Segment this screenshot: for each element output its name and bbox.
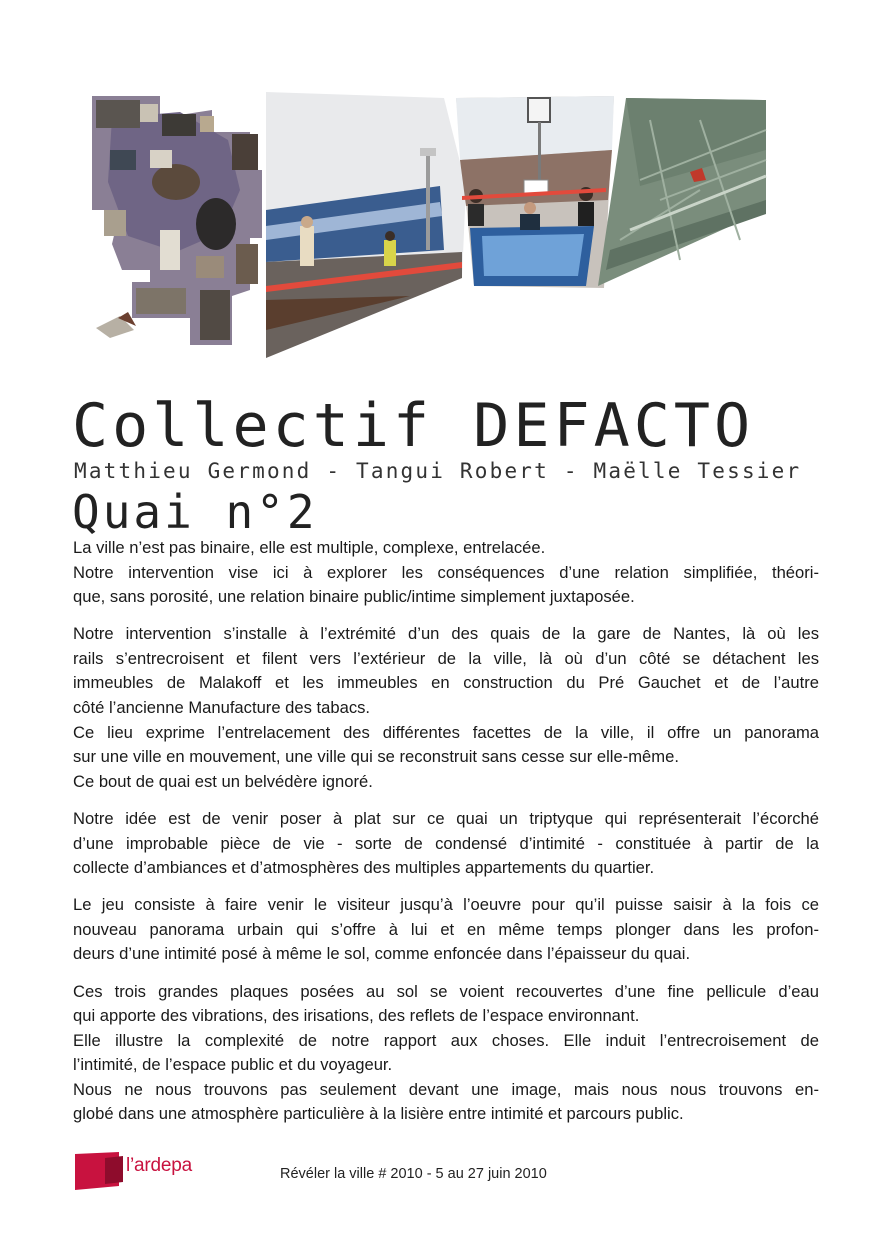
text-line: Ce bout de quai est un belvédère ignoré. [73, 771, 373, 791]
text-line: Notre idée est de venir poser à plat sur ce quai un triptyque qui représenterait l’écorché [73, 808, 819, 828]
text-line: Ces trois grandes plaques posées au sol se voient recouvertes d’une fine pellicule d’eau [73, 981, 819, 1001]
text-line: que, sans porosité, une relation binaire public/intime simplement juxtaposée. [73, 587, 635, 607]
text-line: rails s’entrecroisent et filent vers l’extérieur de la ville, là où d’un côté se détachent les [73, 648, 819, 668]
photo-collage [0, 0, 886, 370]
authors-line: Matthieu Germond - Tangui Robert - Maëlle Tessier [74, 459, 802, 483]
text-line: La ville n’est pas binaire, elle est multiple, complexe, entrelacée. [73, 538, 546, 557]
page-title: Collectif DEFACTO [72, 391, 755, 461]
map-image [598, 98, 766, 286]
text-line: sur une ville en mouvement, une ville qui se reconstruit sans cesse sur elle-même. [73, 747, 679, 767]
text-line: nouveau panorama urbain qui s’offre à lui et en même temps plonger dans les profon- [73, 919, 819, 939]
text-line: côté l’ancienne Manufacture des tabacs. [73, 698, 371, 718]
text-line: Nous ne nous trouvons pas seulement devant une image, mais nous nous trouvons en- [73, 1079, 819, 1099]
text-line: l’intimité, de l’espace public et du voyageur. [73, 1055, 393, 1075]
project-subtitle: Quai n°2 [72, 485, 318, 539]
body-text [73, 536, 819, 1140]
interior-collage-image [92, 96, 262, 345]
text-line: Elle illustre la complexité de notre rapport aux choses. Elle induit l’entrecroisement de [73, 1030, 819, 1050]
paragraph [73, 980, 819, 1128]
paragraph [73, 536, 819, 610]
paragraph [73, 893, 819, 967]
group-photo-image [456, 96, 614, 288]
text-line: globé dans une atmosphère particulière à la lisière entre intimité et parcours public. [73, 1104, 684, 1124]
text-line: Notre intervention vise ici à explorer les conséquences d’une relation simplifiée, théori- [73, 562, 819, 582]
text-line: immeubles de Malakoff et les immeubles en construction du Pré Gauchet et de l’autre [73, 673, 819, 693]
text-line: collecte d’ambiances et d’atmosphères des multiples appartements du quartier. [73, 858, 655, 878]
paragraph [73, 622, 819, 794]
text-line: deurs d’une intimité posé à même le sol, comme enfoncée dans l’épaisseur du quai. [73, 944, 691, 964]
text-line: Notre intervention s’installe à l’extrémité d’un des quais de la gare de Nantes, là où les [73, 624, 819, 644]
ardepa-logo-text: l’ardepa [126, 1155, 193, 1176]
paragraph [73, 807, 819, 881]
text-line: Ce lieu exprime l’entrelacement des différentes facettes de la ville, il offre un panorama [73, 722, 819, 742]
text-line: Le jeu consiste à faire venir le visiteur jusqu’à l’oeuvre pour qu’il puisse saisir à la fois ce [73, 895, 819, 915]
platform-photo-image [266, 92, 466, 358]
text-line: qui apporte des vibrations, des irisations, des reflets de l’espace environnant. [73, 1006, 640, 1026]
footer-event-info: Révéler la ville # 2010 - 5 au 27 juin 2010 [280, 1166, 547, 1182]
text-line: d’une improbable pièce de vie - sorte de condensé d’intimité - constituée à partir de la [73, 833, 819, 853]
